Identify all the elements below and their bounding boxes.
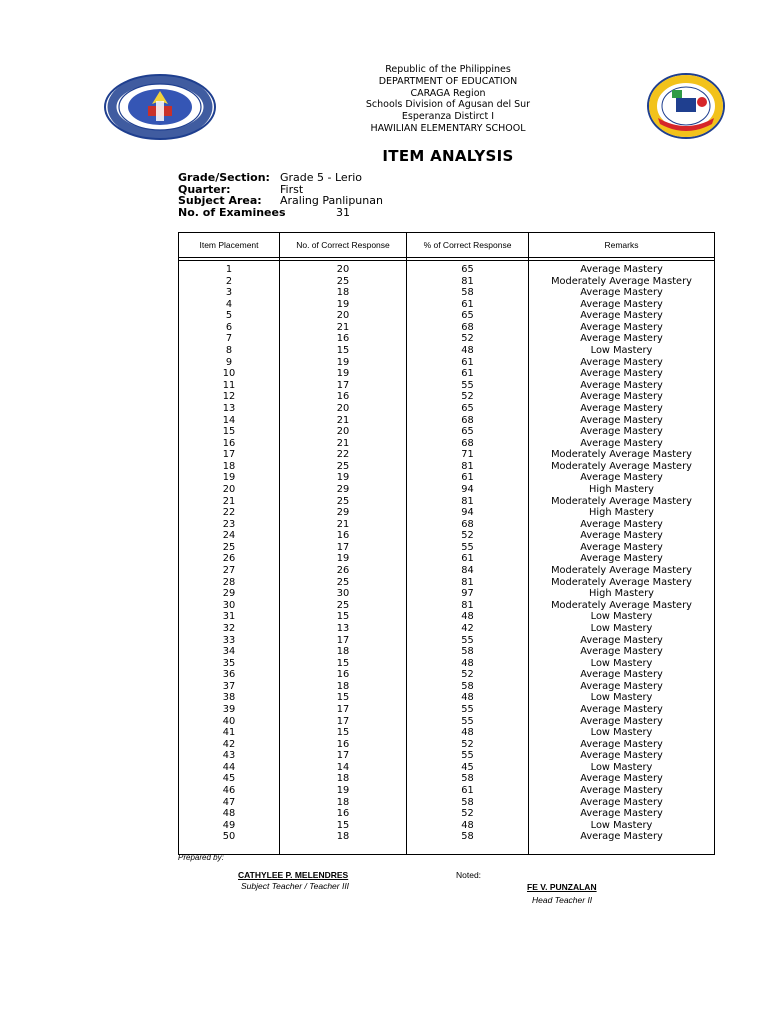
table-row (179, 577, 715, 589)
percent-correct-cell: 61 (407, 785, 529, 797)
empty-row (179, 843, 715, 855)
correct-response-cell: 21 (280, 415, 407, 427)
remarks-cell: Low Mastery (529, 820, 715, 832)
header-item-placement: Item Placement (179, 233, 280, 258)
header-district: Esperanza Distirct I (401, 111, 495, 123)
table-row (179, 716, 715, 728)
remarks-cell: Average Mastery (529, 773, 715, 785)
remarks-cell: Average Mastery (529, 669, 715, 681)
correct-response-cell: 19 (280, 553, 407, 565)
remarks-cell: Average Mastery (529, 426, 715, 438)
remarks-cell: Low Mastery (529, 692, 715, 704)
item-placement-cell: 6 (179, 322, 280, 334)
correct-response-cell: 17 (280, 380, 407, 392)
table-row (179, 403, 715, 415)
correct-response-cell: 15 (280, 345, 407, 357)
header-percent-correct: % of Correct Response (407, 233, 529, 258)
correct-response-cell: 29 (280, 507, 407, 519)
remarks-cell: Moderately Average Mastery (529, 449, 715, 461)
correct-response-cell: 16 (280, 808, 407, 820)
table-row (179, 310, 715, 322)
item-placement-cell: 14 (179, 415, 280, 427)
item-placement-cell: 7 (179, 333, 280, 345)
item-placement-cell: 30 (179, 600, 280, 612)
remarks-cell: Average Mastery (529, 530, 715, 542)
percent-correct-cell: 61 (407, 368, 529, 380)
percent-correct-cell: 55 (407, 704, 529, 716)
remarks-cell: Low Mastery (529, 658, 715, 670)
table-row (179, 357, 715, 369)
item-placement-cell: 26 (179, 553, 280, 565)
percent-correct-cell: 58 (407, 646, 529, 658)
table-row (179, 415, 715, 427)
preparer-signature (238, 870, 349, 891)
percent-correct-cell: 58 (407, 287, 529, 299)
correct-response-cell: 14 (280, 762, 407, 774)
correct-response-cell: 15 (280, 820, 407, 832)
item-placement-cell: 21 (179, 496, 280, 508)
item-placement-cell: 18 (179, 461, 280, 473)
table-row (179, 472, 715, 484)
table-body (179, 258, 715, 855)
preparer-position: Subject Teacher / Teacher III (241, 881, 350, 891)
remarks-cell: Average Mastery (529, 310, 715, 322)
item-placement-cell: 16 (179, 438, 280, 450)
item-placement-cell: 43 (179, 750, 280, 762)
item-placement-cell: 40 (179, 716, 280, 728)
correct-response-cell: 21 (280, 519, 407, 531)
header-school: HAWILIAN ELEMENTARY SCHOOL (370, 122, 526, 134)
percent-correct-cell: 81 (407, 496, 529, 508)
percent-correct-cell: 55 (407, 635, 529, 647)
quarter-value: First (280, 182, 304, 196)
correct-response-cell: 18 (280, 797, 407, 809)
table-row (179, 692, 715, 704)
correct-response-cell: 13 (280, 623, 407, 635)
correct-response-cell: 19 (280, 472, 407, 484)
correct-response-cell: 20 (280, 426, 407, 438)
percent-correct-cell: 65 (407, 426, 529, 438)
table-row (179, 623, 715, 635)
remarks-cell: Average Mastery (529, 635, 715, 647)
remarks-cell: Average Mastery (529, 403, 715, 415)
correct-response-cell: 19 (280, 785, 407, 797)
table-row (179, 681, 715, 693)
percent-correct-cell: 61 (407, 553, 529, 565)
empty-cell (529, 843, 715, 855)
percent-correct-cell: 94 (407, 484, 529, 496)
item-placement-cell: 20 (179, 484, 280, 496)
item-placement-cell: 22 (179, 507, 280, 519)
item-placement-cell: 13 (179, 403, 280, 415)
percent-correct-cell: 52 (407, 739, 529, 751)
item-placement-cell: 11 (179, 380, 280, 392)
remarks-cell: Average Mastery (529, 322, 715, 334)
percent-correct-cell: 52 (407, 530, 529, 542)
remarks-cell: Average Mastery (529, 553, 715, 565)
examinees-label: No. of Examinees (178, 206, 286, 220)
correct-response-cell: 16 (280, 391, 407, 403)
correct-response-cell: 26 (280, 565, 407, 577)
remarks-cell: Average Mastery (529, 739, 715, 751)
remarks-cell: Average Mastery (529, 287, 715, 299)
percent-correct-cell: 52 (407, 669, 529, 681)
remarks-cell: Average Mastery (529, 716, 715, 728)
remarks-cell: Moderately Average Mastery (529, 496, 715, 508)
table-row (179, 391, 715, 403)
percent-correct-cell: 45 (407, 762, 529, 774)
percent-correct-cell: 61 (407, 472, 529, 484)
percent-correct-cell: 42 (407, 623, 529, 635)
table-row (179, 739, 715, 751)
correct-response-cell: 19 (280, 368, 407, 380)
item-placement-cell: 34 (179, 646, 280, 658)
percent-correct-cell: 71 (407, 449, 529, 461)
table-row (179, 438, 715, 450)
correct-response-cell: 18 (280, 773, 407, 785)
percent-correct-cell: 94 (407, 507, 529, 519)
item-placement-cell: 5 (179, 310, 280, 322)
item-placement-cell: 47 (179, 797, 280, 809)
table-row (179, 426, 715, 438)
table-row (179, 797, 715, 809)
correct-response-cell: 17 (280, 542, 407, 554)
remarks-cell: Average Mastery (529, 299, 715, 311)
remarks-cell: Moderately Average Mastery (529, 565, 715, 577)
table-row (179, 333, 715, 345)
table-row (179, 322, 715, 334)
percent-correct-cell: 65 (407, 310, 529, 322)
empty-cell (407, 843, 529, 855)
remarks-cell: Average Mastery (529, 831, 715, 843)
table-row (179, 449, 715, 461)
table-row (179, 496, 715, 508)
table-row (179, 507, 715, 519)
table-row (179, 461, 715, 473)
empty-cell (280, 843, 407, 855)
percent-correct-cell: 48 (407, 345, 529, 357)
correct-response-cell: 25 (280, 577, 407, 589)
correct-response-cell: 25 (280, 461, 407, 473)
item-placement-cell: 39 (179, 704, 280, 716)
percent-correct-cell: 55 (407, 716, 529, 728)
item-placement-cell: 49 (179, 820, 280, 832)
table-row (179, 264, 715, 276)
remarks-cell: Average Mastery (529, 750, 715, 762)
table-row (179, 785, 715, 797)
item-placement-cell: 3 (179, 287, 280, 299)
remarks-cell: Average Mastery (529, 438, 715, 450)
percent-correct-cell: 81 (407, 600, 529, 612)
item-placement-cell: 50 (179, 831, 280, 843)
noted-label: Noted: (456, 870, 482, 880)
percent-correct-cell: 81 (407, 276, 529, 288)
item-placement-cell: 4 (179, 299, 280, 311)
percent-correct-cell: 68 (407, 438, 529, 450)
remarks-cell: Average Mastery (529, 368, 715, 380)
remarks-cell: High Mastery (529, 507, 715, 519)
item-placement-cell: 36 (179, 669, 280, 681)
percent-correct-cell: 55 (407, 750, 529, 762)
table-row (179, 820, 715, 832)
subject-label: Subject Area: (178, 194, 262, 208)
noter-position: Head Teacher II (532, 895, 593, 905)
examinees-value: 31 (336, 206, 350, 220)
percent-correct-cell: 58 (407, 773, 529, 785)
correct-response-cell: 19 (280, 357, 407, 369)
percent-correct-cell: 61 (407, 357, 529, 369)
remarks-cell: Average Mastery (529, 646, 715, 658)
quarter-label: Quarter: (178, 182, 231, 196)
remarks-cell: Average Mastery (529, 785, 715, 797)
correct-response-cell: 29 (280, 484, 407, 496)
table-row (179, 611, 715, 623)
correct-response-cell: 25 (280, 496, 407, 508)
document-header (300, 64, 596, 135)
noter-name: FE V. PUNZALAN (527, 882, 597, 892)
percent-correct-cell: 65 (407, 264, 529, 276)
percent-correct-cell: 68 (407, 519, 529, 531)
item-placement-cell: 10 (179, 368, 280, 380)
table-row (179, 635, 715, 647)
remarks-cell: Average Mastery (529, 704, 715, 716)
remarks-cell: Low Mastery (529, 623, 715, 635)
subject-value: Araling Panlipunan (280, 194, 383, 208)
correct-response-cell: 15 (280, 658, 407, 670)
remarks-cell: Moderately Average Mastery (529, 276, 715, 288)
percent-correct-cell: 55 (407, 542, 529, 554)
percent-correct-cell: 52 (407, 391, 529, 403)
item-placement-cell: 9 (179, 357, 280, 369)
item-placement-cell: 24 (179, 530, 280, 542)
school-seal-logo (646, 72, 726, 140)
item-placement-cell: 32 (179, 623, 280, 635)
item-placement-cell: 25 (179, 542, 280, 554)
table-row (179, 588, 715, 600)
preparer-name: CATHYLEE P. MELENDRES (238, 870, 349, 880)
percent-correct-cell: 81 (407, 577, 529, 589)
item-placement-cell: 27 (179, 565, 280, 577)
remarks-cell: Average Mastery (529, 357, 715, 369)
percent-correct-cell: 48 (407, 658, 529, 670)
table-row (179, 287, 715, 299)
correct-response-cell: 16 (280, 333, 407, 345)
item-placement-cell: 19 (179, 472, 280, 484)
percent-correct-cell: 48 (407, 692, 529, 704)
percent-correct-cell: 58 (407, 831, 529, 843)
remarks-cell: Average Mastery (529, 380, 715, 392)
correct-response-cell: 16 (280, 669, 407, 681)
table-row (179, 345, 715, 357)
correct-response-cell: 20 (280, 403, 407, 415)
percent-correct-cell: 48 (407, 820, 529, 832)
remarks-cell: Average Mastery (529, 519, 715, 531)
percent-correct-cell: 58 (407, 681, 529, 693)
correct-response-cell: 15 (280, 611, 407, 623)
correct-response-cell: 20 (280, 310, 407, 322)
correct-response-cell: 21 (280, 322, 407, 334)
remarks-cell: Average Mastery (529, 333, 715, 345)
table-header-row (179, 233, 715, 258)
correct-response-cell: 25 (280, 600, 407, 612)
correct-response-cell: 17 (280, 635, 407, 647)
remarks-cell: Moderately Average Mastery (529, 577, 715, 589)
table-row (179, 762, 715, 774)
percent-correct-cell: 68 (407, 322, 529, 334)
table-row (179, 380, 715, 392)
correct-response-cell: 18 (280, 646, 407, 658)
percent-correct-cell: 52 (407, 808, 529, 820)
percent-correct-cell: 55 (407, 380, 529, 392)
correct-response-cell: 18 (280, 287, 407, 299)
remarks-cell: Low Mastery (529, 345, 715, 357)
remarks-cell: Average Mastery (529, 415, 715, 427)
table-row (179, 553, 715, 565)
remarks-cell: Moderately Average Mastery (529, 461, 715, 473)
correct-response-cell: 25 (280, 276, 407, 288)
correct-response-cell: 17 (280, 716, 407, 728)
correct-response-cell: 16 (280, 530, 407, 542)
grade-label: Grade/Section: (178, 171, 270, 184)
item-placement-cell: 2 (179, 276, 280, 288)
correct-response-cell: 20 (280, 264, 407, 276)
correct-response-cell: 17 (280, 704, 407, 716)
correct-response-cell: 17 (280, 750, 407, 762)
remarks-cell: Low Mastery (529, 727, 715, 739)
correct-response-cell: 21 (280, 438, 407, 450)
table-row (179, 669, 715, 681)
remarks-cell: Average Mastery (529, 681, 715, 693)
item-placement-cell: 33 (179, 635, 280, 647)
percent-correct-cell: 61 (407, 299, 529, 311)
correct-response-cell: 15 (280, 727, 407, 739)
table-row (179, 750, 715, 762)
item-placement-cell: 35 (179, 658, 280, 670)
item-placement-cell: 1 (179, 264, 280, 276)
item-placement-cell: 17 (179, 449, 280, 461)
table-row (179, 484, 715, 496)
table-row (179, 658, 715, 670)
table-row (179, 831, 715, 843)
table-row (179, 519, 715, 531)
correct-response-cell: 15 (280, 692, 407, 704)
table-row (179, 565, 715, 577)
percent-correct-cell: 84 (407, 565, 529, 577)
table-row (179, 727, 715, 739)
header-division: Schools Division of Agusan del Sur (365, 99, 531, 111)
item-placement-cell: 44 (179, 762, 280, 774)
item-placement-cell: 28 (179, 577, 280, 589)
header-remarks: Remarks (529, 233, 715, 258)
correct-response-cell: 30 (280, 588, 407, 600)
table-row (179, 704, 715, 716)
item-placement-cell: 48 (179, 808, 280, 820)
header-region: CARAGA Region (410, 87, 486, 99)
percent-correct-cell: 48 (407, 611, 529, 623)
item-placement-cell: 23 (179, 519, 280, 531)
page-title: ITEM ANALYSIS (382, 147, 514, 165)
correct-response-cell: 19 (280, 299, 407, 311)
item-placement-cell: 31 (179, 611, 280, 623)
item-placement-cell: 8 (179, 345, 280, 357)
remarks-cell: Average Mastery (529, 797, 715, 809)
percent-correct-cell: 81 (407, 461, 529, 473)
item-placement-cell: 29 (179, 588, 280, 600)
remarks-cell: Average Mastery (529, 808, 715, 820)
correct-response-cell: 22 (280, 449, 407, 461)
table-row (179, 646, 715, 658)
table-row (179, 276, 715, 288)
item-placement-cell: 12 (179, 391, 280, 403)
item-analysis-table (178, 232, 715, 855)
item-placement-cell: 46 (179, 785, 280, 797)
table-row (179, 542, 715, 554)
table-row (179, 299, 715, 311)
percent-correct-cell: 52 (407, 333, 529, 345)
percent-correct-cell: 58 (407, 797, 529, 809)
remarks-cell: Low Mastery (529, 762, 715, 774)
item-placement-cell: 38 (179, 692, 280, 704)
item-placement-cell: 45 (179, 773, 280, 785)
correct-response-cell: 18 (280, 681, 407, 693)
header-republic: Republic of the Philippines (385, 64, 511, 75)
percent-correct-cell: 68 (407, 415, 529, 427)
table-row (179, 600, 715, 612)
remarks-cell: Average Mastery (529, 264, 715, 276)
item-placement-cell: 42 (179, 739, 280, 751)
table-row (179, 773, 715, 785)
remarks-cell: Average Mastery (529, 542, 715, 554)
table-row (179, 530, 715, 542)
remarks-cell: Average Mastery (529, 472, 715, 484)
remarks-cell: Average Mastery (529, 391, 715, 403)
remarks-cell: Low Mastery (529, 611, 715, 623)
table-row (179, 808, 715, 820)
correct-response-cell: 16 (280, 739, 407, 751)
header-department: DEPARTMENT OF EDUCATION (378, 75, 518, 87)
item-placement-cell: 37 (179, 681, 280, 693)
deped-seal-logo (104, 74, 216, 140)
remarks-cell: High Mastery (529, 484, 715, 496)
remarks-cell: Moderately Average Mastery (529, 600, 715, 612)
item-placement-cell: 15 (179, 426, 280, 438)
item-placement-cell: 41 (179, 727, 280, 739)
header-correct-response: No. of Correct Response (280, 233, 407, 258)
percent-correct-cell: 97 (407, 588, 529, 600)
remarks-cell: High Mastery (529, 588, 715, 600)
grade-value: Grade 5 - Lerio (280, 171, 363, 184)
correct-response-cell: 18 (280, 831, 407, 843)
noter-signature (527, 882, 597, 905)
percent-correct-cell: 65 (407, 403, 529, 415)
prepared-by-label: Prepared by: (178, 853, 224, 862)
percent-correct-cell: 48 (407, 727, 529, 739)
table-row (179, 368, 715, 380)
